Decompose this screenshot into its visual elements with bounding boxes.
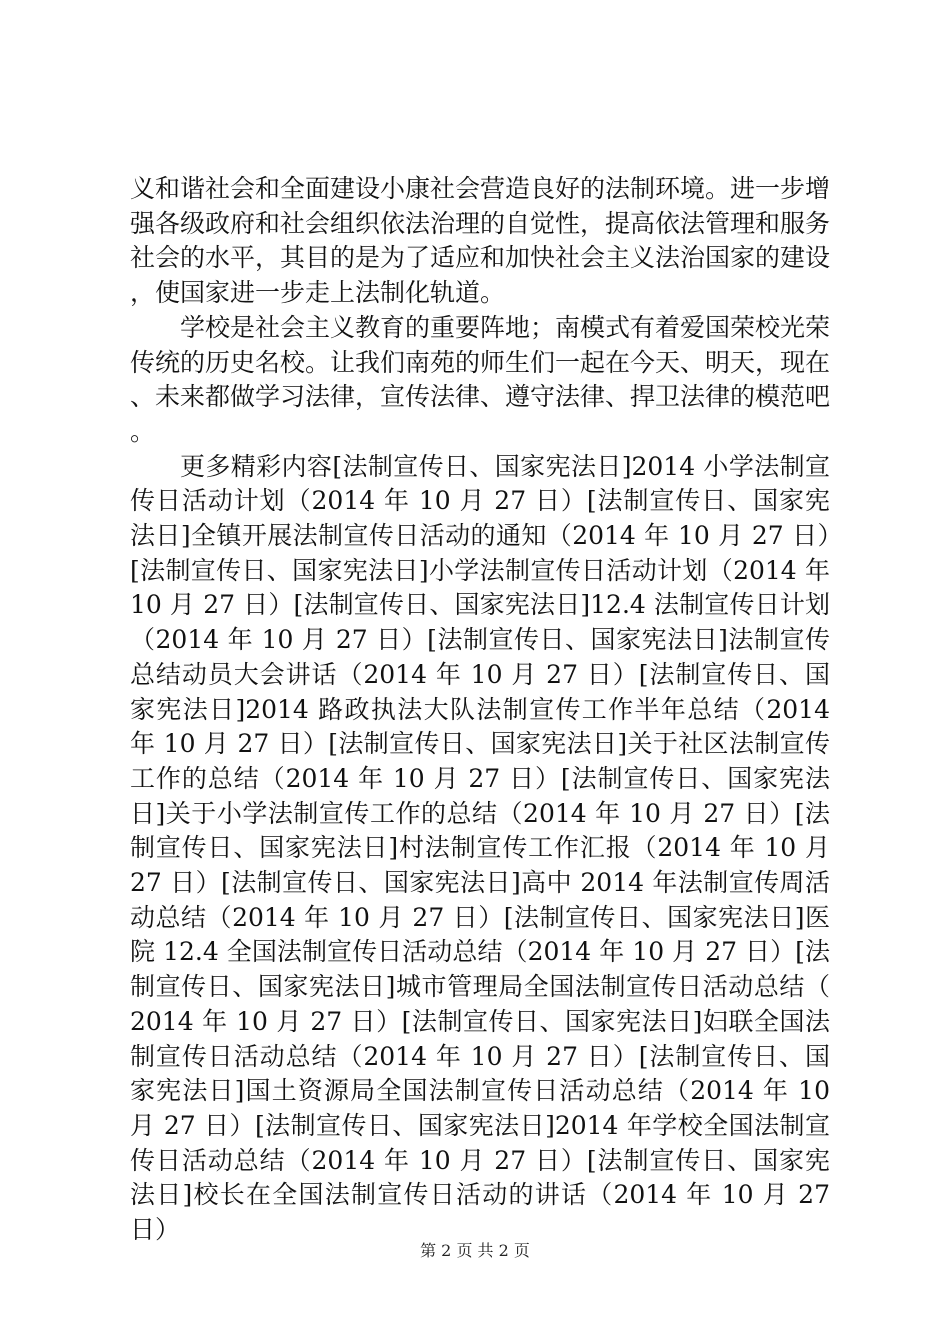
page-footer: 第 2 页 共 2 页 bbox=[420, 1241, 530, 1260]
paragraph-continuation: 义和谐社会和全面建设小康社会营造良好的法制环境。进一步增强各级政府和社会组织依法治理的自觉性，提高依法管理和服务社会的水平，其目的是为了适应和加快社会主义法治国家的建设，使国家进一步走上法制化轨道。 bbox=[130, 174, 831, 308]
paragraph-school: 学校是社会主义教育的重要阵地；南模式有着爱国荣校光荣传统的历史名校。让我们南苑的师生们一起在今天、明天，现在、未来都做学习法律，宣传法律、遵守法律、捍卫法律的模范吧。 bbox=[130, 312, 831, 446]
document-body bbox=[130, 172, 830, 1248]
paragraph-more-content: 更多精彩内容[法制宣传日、国家宪法日]2014 小学法制宣传日活动计划（2014 年 10 月 27 日）[法制宣传日、国家宪法日]全镇开展法制宣传日活动的通知（2014 年 10 月 27 日）[法制宣传日、国家宪法日]小学法制宣传日活动计划（2014 年 10 月 27 日）[法制宣传日、国家宪法日]12.4 法制宣传日计划（2014 年 10 月 27 日）[法制宣传日、国家宪法日]法制宣传总结动员大会讲话（2014 年 10 月 27 日）[法制宣传日、国家宪法日]2014 路政执法大队法制宣传工作半年总结（2014 年 10 月 27 日）[法制宣传日、国家宪法日]关于社区法制宣传工作的总结（2014 年 10 月 27 日）[法制宣传日、国家宪法日]关于小学法制宣传工作的总结（2014 年 10 月 27 日）[法制宣传日、国家宪法日]村法制宣传工作汇报（2014 年 10 月 27 日）[法制宣传日、国家宪法日]高中 2014 年法制宣传周活动总结（2014 年 10 月 27 日）[法制宣传日、国家宪法日]医院 12.4 全国法制宣传日活动总结（2014 年 10 月 27 日）[法制宣传日、国家宪法日]城市管理局全国法制宣传日活动总结（2014 年 10 月 27 日）[法制宣传日、国家宪法日]妇联全国法制宣传日活动总结（2014 年 10 月 27 日）[法制宣传日、国家宪法日]国土资源局全国法制宣传日活动总结（2014 年 10 月 27 日）[法制宣传日、国家宪法日]2014 年学校全国法制宣传日活动总结（2014 年 10 月 27 日）[法制宣传日、国家宪法日]校长在全国法制宣传日活动的讲话（2014 年 10 月 27 日） bbox=[130, 451, 830, 1245]
